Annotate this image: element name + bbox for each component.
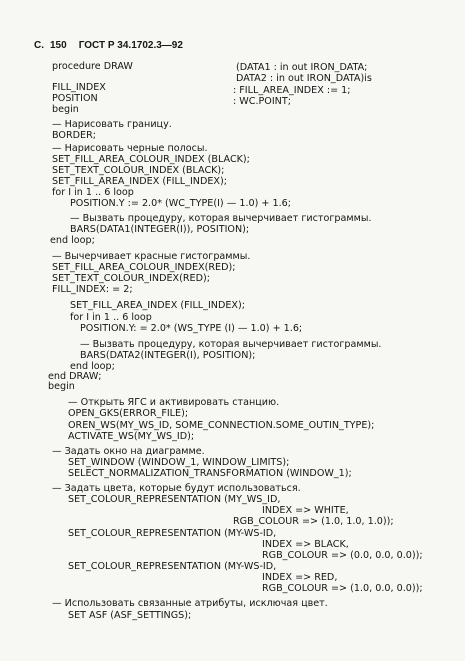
code-line: SET_TEXT_COLOUR_INDEX (BLACK); [52,165,225,176]
code-line: SET_FILL_AREA_INDEX (FILL_INDEX); [70,300,245,311]
code-line: procedure DRAW [52,61,133,72]
code-line: BARS(DATA2(INTEGER(I), POSITION); [80,350,256,361]
code-line: SET_FILL_AREA_COLOUR_INDEX (BLACK); [52,154,250,165]
code-line: begin [52,104,79,115]
code-line: POSITION.Y: = 2.0* (WS_TYPE (I) — 1.0) + 1.6; [80,323,303,334]
code-line: INDEX => BLACK, [262,539,349,550]
code-line: INDEX => RED, [262,572,338,583]
code-line: RGB_COLOUR => (1.0, 0.0, 0.0)); [262,583,423,594]
code-line: end DRAW; [48,371,102,382]
code-line: end loop; [50,235,95,246]
code-line: SET_WINDOW (WINDOW_1, WINDOW_LIMITS); [68,457,290,468]
code-comment: — Использовать связанные атрибуты, исключая цвет. [52,598,328,609]
code-line: SELECT_NORMALIZATION_TRANSFORMATION (WINDOW_1); [68,468,352,479]
code-line: SET_COLOUR_REPRESENTATION (MY_WS_ID, [68,494,281,505]
code-line: (DATA1 : in out IRON_DATA; [236,62,368,73]
code-line: DATA2 : in out IRON_DATA)is [236,73,372,84]
code-line: ACTIVATE_WS(MY_WS_ID); [68,431,195,442]
code-line: POSITION.Y := 2.0* (WC_TYPE(I) — 1.0) + 1.6; [70,198,291,209]
code-line: OPEN_GKS(ERROR_FILE); [68,408,189,419]
code-line: INDEX => WHITE, [262,505,349,516]
code-line: OREN_WS(MY_WS_ID, SOME_CONNECTION.SOME_OUTIN_TYPE); [68,420,375,431]
code-comment: — Нарисовать черные полосы. [52,143,208,154]
code-line: for I in 1 .. 6 loop [52,187,134,198]
code-line: begin [48,381,75,392]
code-line: FILL_INDEX: = 2; [52,284,133,295]
code-line: POSITION [52,93,98,104]
code-comment: — Вызвать процедуру, которая вычерчивает гистограммы. [70,213,372,224]
code-line: end loop; [70,361,115,372]
code-line: : FILL_AREA_INDEX := 1; [233,85,351,96]
code-line: SET_COLOUR_REPRESENTATION (MY-WS-ID, [68,561,277,572]
code-line: : WC.POINT; [233,96,291,107]
code-line: SET ASF (ASF_SETTINGS); [68,610,192,621]
code-line: SET_COLOUR_REPRESENTATION (MY-WS-ID, [68,528,277,539]
code-comment: — Открыть ЯГС и активировать станцию. [68,397,280,408]
code-comment: — Задать цвета, которые будут использоваться. [52,483,301,494]
code-comment: — Нарисовать границу. [52,119,172,130]
code-comment: — Вычерчивает красные гистограммы. [52,251,251,262]
section-mark: С. [34,40,44,51]
code-line: FILL_INDEX [52,82,106,93]
code-comment: — Вызвать процедуру, которая вычерчивает гистограммы. [80,339,382,350]
code-line: SET_TEXT_COLOUR_INDEX(RED); [52,273,210,284]
code-line: BARS(DATA1(INTEGER(I)), POSITION); [70,224,250,235]
code-line: RGB_COLOUR => (0.0, 0.0, 0.0)); [262,550,423,561]
code-line: RGB_COLOUR => (1.0, 1.0, 1.0)); [233,516,394,527]
code-line: SET_FILL_AREA_COLOUR_INDEX(RED); [52,262,236,273]
code-line: SET_FILL_AREA_INDEX (FILL_INDEX); [52,176,227,187]
code-comment: — Задать окно на диаграмме. [52,446,205,457]
code-line: for I in 1 .. 6 loop [70,312,152,323]
standard-title: ГОСТ Р 34.1702.3—92 [78,40,183,51]
code-line: BORDER; [52,130,96,141]
page-number: 150 [50,40,67,51]
